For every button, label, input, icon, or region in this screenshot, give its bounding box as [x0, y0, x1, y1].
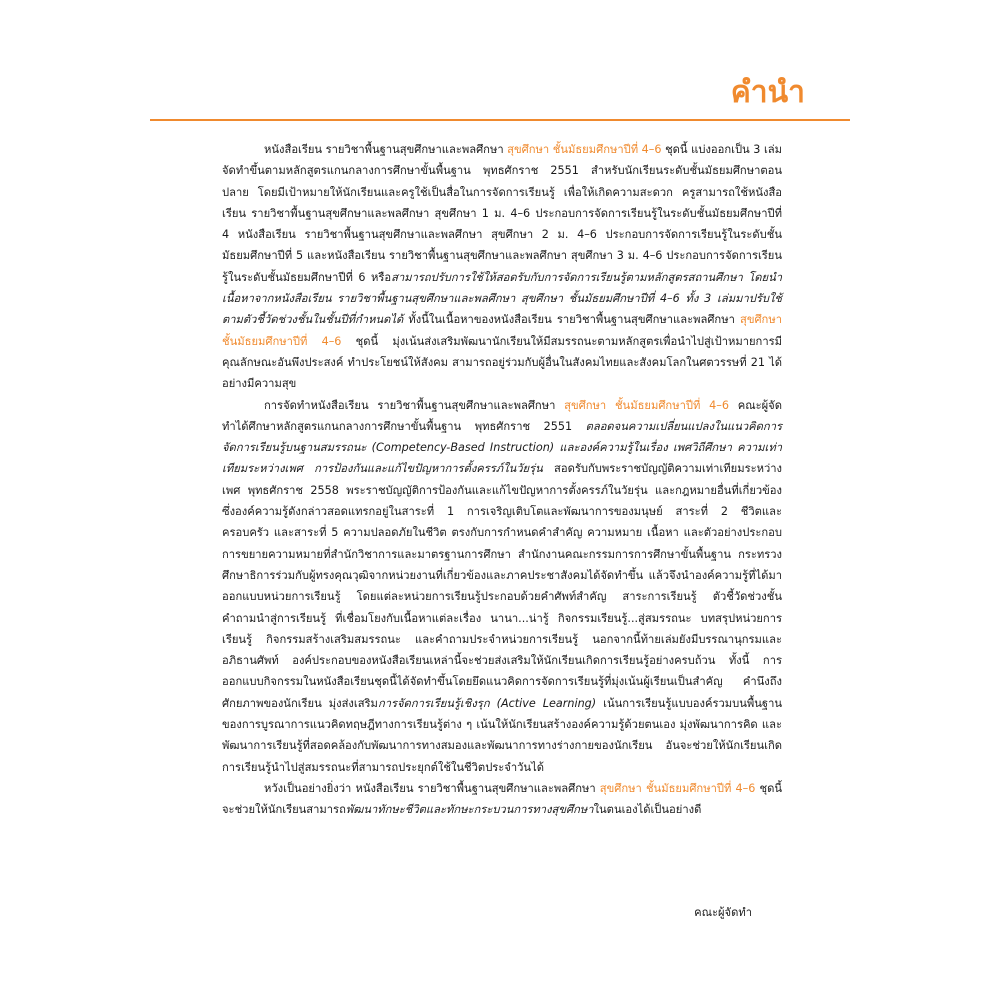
italic-run: พัฒนาทักษะชีวิตและทักษะกระบวนการทางสุขศึกษา [345, 803, 594, 817]
italic-run: การจัดการเรียนรู้เชิงรุก (Active Learning) [377, 696, 597, 710]
italic-run: สามารถปรับการใช้ให้สอดรับกับการจัดการเรียนรู้ตามหลักสูตรสถานศึกษา โดยนำเนื้อหาจากหนังสือเรียน รายวิชาพื้นฐานสุขศึกษาและพลศึกษา สุขศึกษา ชั้นมัธยมศึกษาปีที่ 4–6 ทั้ง 3 เล่มมาปรับใช้ตามตัวชี้วัดช่วงชั้นในชั้นปีที่กำหนดได้ [222, 270, 782, 327]
paragraph-1 [222, 139, 782, 395]
highlight-book-title: สุขศึกษา ชั้นมัธยมศึกษาปีที่ 4–6 [564, 398, 729, 412]
paragraph-2 [222, 395, 782, 778]
text-run: เน้นการเรียนรู้แบบองค์รวมบนพื้นฐานของการบูรณาการแนวคิดทฤษฎีทางการเรียนรู้ต่าง ๆ เน้นให้นักเรียนสร้างองค์ความรู้ด้วยตนเอง มุ่งพัฒนาการคิด และพัฒนาการเรียนรู้ที่สอดคล้องกับพัฒนาการทางสมองและพัฒนาการทางร่างกายของนักเรียน อันจะช่วยให้นักเรียนเกิดการเรียนรู้นำไปสู่สมรรถนะที่สามารถประยุกต์ใช้ในชีวิตประจำวันได้ [222, 696, 783, 774]
text-run: ชุดนี้จะช่วยให้นักเรียนสามารถ [222, 781, 782, 817]
highlight-book-title: สุขศึกษา ชั้นมัธยมศึกษาปีที่ 4–6 [507, 143, 662, 156]
text-run: การจัดทำหนังสือเรียน รายวิชาพื้นฐานสุขศึกษาและพลศึกษา [264, 398, 565, 412]
highlight-book-title: สุขศึกษา ชั้นมัธยมศึกษาปีที่ 4–6 [222, 313, 782, 348]
highlight-book-title: สุขศึกษา ชั้นมัธยมศึกษาปีที่ 4–6 [599, 781, 756, 795]
text-run: ชุดนี้ มุ่งเน้นส่งเสริมพัฒนานักเรียนให้มีสมรรถนะตามหลักสูตรเพื่อนำไปสู่เป้าหมายการมีคุณลักษณะอันพึงประสงค์ ทำประโยชน์ให้สังคม สามารถอยู่ร่วมกับผู้อื่นในสังคมไทยและสังคมโลกในศตวรรษที่ 21 ได้อย่างมีความสุข [222, 334, 782, 391]
signature: คณะผู้จัดทำ [694, 906, 752, 919]
text-run: หนังสือเรียน รายวิชาพื้นฐานสุขศึกษาและพลศึกษา [264, 143, 508, 156]
text-run: สอดรับกับพระราชบัญญัติความเท่าเทียมระหว่างเพศ พุทธศักราช 2558 พระราชบัญญัติการป้องกันและแก้ไขปัญหาการตั้งครรภ์ในวัยรุ่น และกฎหมายอื่นที่เกี่ยวข้อง ซึ่งองค์ความรู้ดังกล่าวสอดแทรกอยู่ในสาระที่ 1 การเจริญเติบโตและพัฒนาการของมนุษย์ สาระที่ 2 ชีวิตและครอบครัว และสาระที่ 5 ความปลอดภัยในชีวิต ตรงกับการกำหนดคำสำคัญ ความหมาย เนื้อหา และตัวอย่างประกอบการขยายความหมายที่สำนักวิชาการและมาตรฐานการศึกษา สำนักงานคณะกรรมการการศึกษาขั้นพื้นฐาน กระทรวงศึกษาธิการร่วมกับผู้ทรงคุณวุฒิจากหน่วยงานที่เกี่ยวข้องและภาคประชาสังคมได้จัดทำขึ้น แล้วจึงนำองค์ความรู้ที่ได้มาออกแบบหน่วยการเรียนรู้ โดยแต่ละหน่วยการเรียนรู้ประกอบด้วยคำศัพท์สำคัญ สาระการเรียนรู้ ตัวชี้วัดช่วงชั้น คำถามนำสู่การเรียนรู้ ที่เชื่อมโยงกับเนื้อหาแต่ละเรื่อง นานา...น่ารู้ กิจกรรมเรียนรู้...สู่สมรรถนะ บทสรุปหน่วยการเรียนรู้ กิจกรรมสร้างเสริมสมรรถนะ และคำถามประจำหน่วยการเรียนรู้ นอกจากนี้ท้ายเล่มยังมีบรรณานุกรมและอภิธานศัพท์ องค์ประกอบของหนังสือเรียนเหล่านี้จะช่วยส่งเสริมให้นักเรียนเกิดการเรียนรู้อย่างครบถ้วน ทั้งนี้ การออกแบบกิจกรรมในหนังสือเรียนชุดนี้ได้จัดทำขึ้นโดยยึดแนวคิดการจัดการเรียนรู้ที่มุ่งเน้นผู้เรียนเป็นสำคัญ คำนึงถึงศักยภาพของนักเรียน มุ่งส่งเสริม [222, 462, 782, 710]
italic-run: ตลอดจนความเปลี่ยนแปลงในแนวคิดการจัดการเรียนรู้บนฐานสมรรถนะ (Competency-Based Instruction) และองค์ความรู้ในเรื่อง เพศวิถีศึกษา ความเท่าเทียมระหว่างเพศ การป้องกันและแก้ไขปัญหาการตั้งครรภ์ในวัยรุ่น [222, 419, 782, 476]
page-title: คำนำ [730, 75, 805, 110]
text-run: ชุดนี้ แบ่งออกเป็น 3 เล่ม จัดทำขึ้นตามหลักสูตรแกนกลางการศึกษาขั้นพื้นฐาน พุทธศักราช 2551 สำหรับนักเรียนระดับชั้นมัธยมศึกษาตอนปลาย โดยมีเป้าหมายให้นักเรียนและครูใช้เป็นสื่อในการจัดการเรียนรู้ เพื่อให้เกิดความสะดวก ครูสามารถใช้หนังสือเรียน รายวิชาพื้นฐานสุขศึกษาและพลศึกษา สุขศึกษา 1 ม. 4–6 ประกอบการจัดการเรียนรู้ในระดับชั้นมัธยมศึกษาปีที่ 4 หนังสือเรียน รายวิชาพื้นฐานสุขศึกษาและพลศึกษา สุขศึกษา 2 ม. 4–6 ประกอบการจัดการเรียนรู้ในระดับชั้นมัธยมศึกษาปีที่ 5 และหนังสือเรียน รายวิชาพื้นฐานสุขศึกษาและพลศึกษา สุขศึกษา 3 ม. 4–6 ประกอบการจัดการเรียนรู้ในระดับชั้นมัธยมศึกษาปีที่ 6 หรือ [222, 143, 782, 284]
text-run: คณะผู้จัดทำได้ศึกษาหลักสูตรแกนกลางการศึกษาขั้นพื้นฐาน พุทธศักราช 2551 [222, 398, 782, 433]
text-run: ในตนเองได้เป็นอย่างดี [593, 803, 702, 817]
title-divider [150, 119, 850, 121]
preface-body [222, 139, 782, 821]
paragraph-3 [222, 778, 782, 821]
text-run: หวังเป็นอย่างยิ่งว่า หนังสือเรียน รายวิชาพื้นฐานสุขศึกษาและพลศึกษา [264, 781, 600, 795]
text-run: ทั้งนี้ในเนื้อหาของหนังสือเรียน รายวิชาพื้นฐานสุขศึกษาและพลศึกษา [403, 313, 740, 327]
